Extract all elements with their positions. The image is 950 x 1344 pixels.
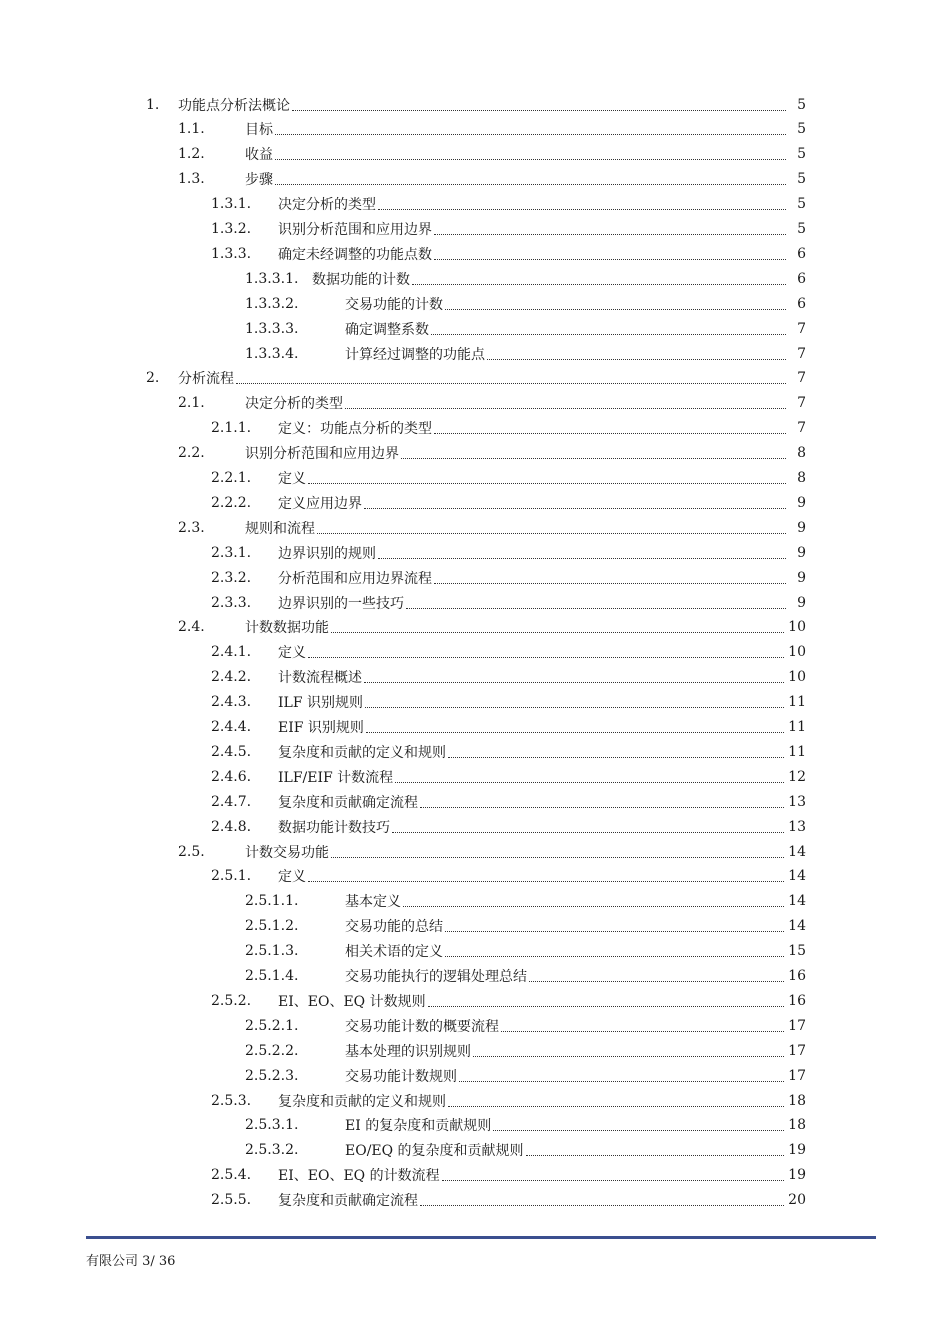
toc-entry-number: 2.5.2. xyxy=(211,992,252,1009)
toc-entry-number: 2.5.3.1. xyxy=(245,1117,299,1134)
toc-entry-title: 步骤 xyxy=(245,172,273,189)
toc-entry-page: 15 xyxy=(788,943,806,960)
toc-entry-title: 定义 xyxy=(278,645,306,662)
toc-entry-title: EI、EO、EQ 的计数流程 xyxy=(278,1168,440,1185)
toc-dot-leader xyxy=(275,158,786,160)
toc-entry-page: 14 xyxy=(788,918,806,935)
toc-entry-title: 边界识别的规则 xyxy=(278,545,376,562)
toc-entry-title: EO/EQ 的复杂度和贡献规则 xyxy=(345,1143,524,1160)
toc-entry-page: 18 xyxy=(788,1117,806,1134)
footer-text: 有限公司 3/ 36 xyxy=(86,1254,176,1269)
toc-entry-page: 17 xyxy=(788,1017,806,1034)
toc-entry-page: 5 xyxy=(797,221,806,237)
toc-entry[interactable] xyxy=(211,764,806,789)
toc-entry-title: 收益 xyxy=(245,147,273,164)
toc-entry[interactable] xyxy=(211,640,806,665)
toc-entry-title: 相关术语的定义 xyxy=(345,944,443,961)
toc-entry-title: 数据功能的计数 xyxy=(312,271,410,288)
toc-entry-number: 2.5.2.1. xyxy=(245,1017,299,1034)
toc-entry-title: 确定未经调整的功能点数 xyxy=(278,246,432,263)
toc-dot-leader xyxy=(428,1005,785,1007)
toc-entry[interactable] xyxy=(178,142,806,167)
toc-entry-number: 2.3.3. xyxy=(211,594,252,611)
toc-entry[interactable] xyxy=(245,1113,806,1138)
toc-dot-leader xyxy=(364,681,784,683)
toc-entry[interactable] xyxy=(211,565,806,590)
toc-entry-page: 7 xyxy=(797,370,806,387)
toc-entry-number: 2.3. xyxy=(178,519,205,536)
toc-entry-number: 2.5.1. xyxy=(211,868,252,885)
toc-entry-number: 2.4.5. xyxy=(211,743,252,760)
toc-entry-number: 2.4.6. xyxy=(211,768,252,785)
toc-dot-leader xyxy=(331,856,784,858)
toc-entry-title: 决定分析的类型 xyxy=(245,396,343,413)
toc-entry-number: 2.4.4. xyxy=(211,719,252,735)
toc-entry-page: 16 xyxy=(788,968,806,984)
toc-dot-leader xyxy=(448,756,784,758)
toc-dot-leader xyxy=(448,1105,784,1107)
toc-entry[interactable] xyxy=(245,1138,806,1163)
toc-entry-title: 决定分析的类型 xyxy=(278,197,376,214)
toc-entry-number: 2.5.1.3. xyxy=(245,943,299,960)
toc-entry-number: 1.3.3.3. xyxy=(245,320,299,337)
toc-entry-page: 18 xyxy=(788,1092,806,1109)
toc-entry-page: 17 xyxy=(788,1067,806,1084)
toc-dot-leader xyxy=(493,1129,784,1131)
toc-dot-leader xyxy=(236,382,786,384)
toc-entry-number: 2.5.5. xyxy=(211,1192,252,1209)
toc-entry-number: 1.3.1. xyxy=(211,196,252,213)
toc-dot-leader xyxy=(403,905,784,907)
toc-dot-leader xyxy=(420,1204,784,1206)
toc-entry[interactable] xyxy=(178,167,806,192)
toc-entry-page: 5 xyxy=(797,121,806,138)
toc-dot-leader xyxy=(292,109,786,111)
toc-entry[interactable] xyxy=(245,341,806,366)
toc-entry-title: 功能点分析法概论 xyxy=(178,97,290,114)
toc-entry-title: 计算经过调整的功能点 xyxy=(345,346,485,363)
toc-dot-leader xyxy=(412,283,786,285)
toc-entry-title: 复杂度和贡献的定义和规则 xyxy=(278,1093,446,1110)
toc-entry-number: 2.5. xyxy=(178,843,205,860)
toc-entry-page: 11 xyxy=(788,694,806,711)
toc-dot-leader xyxy=(331,631,784,633)
toc-entry-title: 复杂度和贡献确定流程 xyxy=(278,1193,418,1210)
toc-dot-leader xyxy=(308,656,784,658)
toc-entry[interactable] xyxy=(178,515,806,540)
toc-entry-title: 规则和流程 xyxy=(245,520,315,537)
toc-entry-title: 复杂度和贡献确定流程 xyxy=(278,794,418,811)
toc-entry-title: 数据功能计数技巧 xyxy=(278,819,390,836)
toc-dot-leader xyxy=(401,457,786,459)
toc-dot-leader xyxy=(442,1179,785,1181)
toc-entry-number: 2.1. xyxy=(178,395,205,412)
toc-entry-number: 2.3.1. xyxy=(211,544,252,561)
toc-entry-title: 定义应用边界 xyxy=(278,495,362,512)
toc-dot-leader xyxy=(431,333,786,335)
toc-entry-page: 14 xyxy=(788,868,806,885)
toc-entry-number: 1.3.3.1. xyxy=(245,270,299,287)
toc-entry-page: 5 xyxy=(797,96,806,113)
toc-entry-title: 计数流程概述 xyxy=(278,670,362,687)
toc-entry[interactable] xyxy=(245,316,806,341)
toc-entry-title: EI、EO、EQ 计数规则 xyxy=(278,993,426,1010)
footer-divider xyxy=(86,1236,876,1239)
toc-entry[interactable] xyxy=(178,441,806,466)
toc-entry-title: 复杂度和贡献的定义和规则 xyxy=(278,744,446,761)
toc-entry-title: 分析范围和应用边界流程 xyxy=(278,570,432,587)
toc-entry-number: 2.1.1. xyxy=(211,420,252,437)
toc-entry-title: ILF/EIF 计数流程 xyxy=(278,769,394,786)
toc-entry-title: EI 的复杂度和贡献规则 xyxy=(345,1118,492,1135)
toc-entry-page: 7 xyxy=(797,320,806,337)
toc-entry-number: 1.2. xyxy=(178,146,205,163)
toc-entry-page: 10 xyxy=(788,619,806,636)
toc-entry[interactable] xyxy=(178,615,806,640)
toc-entry[interactable] xyxy=(211,739,806,764)
toc-entry-number: 1.1. xyxy=(178,121,205,138)
toc-entry-number: 2.2.1. xyxy=(211,470,252,486)
toc-entry-title: 定义：功能点分析的类型 xyxy=(278,421,432,438)
toc-dot-leader xyxy=(434,582,786,584)
toc-entry[interactable] xyxy=(178,839,806,864)
toc-entry-page: 6 xyxy=(797,270,806,287)
toc-entry-page: 13 xyxy=(788,818,806,835)
toc-entry[interactable] xyxy=(245,939,806,964)
toc-entry[interactable] xyxy=(211,192,806,217)
toc-entry-page: 9 xyxy=(797,519,806,536)
toc-entry-title: 识别分析范围和应用边界 xyxy=(245,446,399,463)
toc-dot-leader xyxy=(275,183,786,185)
toc-entry[interactable] xyxy=(245,1013,806,1038)
toc-dot-leader xyxy=(501,1030,784,1032)
toc-entry-page: 19 xyxy=(788,1167,806,1184)
toc-dot-leader xyxy=(378,557,786,559)
toc-entry[interactable] xyxy=(211,715,806,740)
toc-dot-leader xyxy=(434,432,786,434)
toc-entry-number: 1.3. xyxy=(178,171,205,188)
toc-dot-leader xyxy=(345,407,786,409)
toc-entry-page: 5 xyxy=(797,146,806,163)
toc-entry-title: 定义 xyxy=(278,471,306,487)
toc-entry-page: 11 xyxy=(788,743,806,760)
toc-entry-title: 基本处理的识别规则 xyxy=(345,1043,471,1060)
toc-entry[interactable] xyxy=(211,1188,806,1213)
toc-entry-page: 9 xyxy=(797,494,806,511)
toc-dot-leader xyxy=(275,133,786,135)
toc-entry-page: 8 xyxy=(797,470,806,486)
toc-entry-page: 9 xyxy=(797,594,806,611)
toc-entry[interactable] xyxy=(245,1038,806,1063)
toc-entry-title: 交易功能的计数 xyxy=(345,296,443,313)
toc-entry-page: 17 xyxy=(788,1042,806,1059)
toc-entry-page: 7 xyxy=(797,345,806,362)
toc-entry[interactable] xyxy=(245,914,806,939)
toc-entry-number: 2.5.1.4. xyxy=(245,968,299,984)
toc-entry[interactable] xyxy=(211,1088,806,1113)
toc-entry-number: 2.4.7. xyxy=(211,793,252,810)
toc-entry[interactable] xyxy=(245,291,806,316)
toc-dot-leader xyxy=(434,233,786,235)
toc-entry-page: 16 xyxy=(788,992,806,1009)
toc-entry-page: 14 xyxy=(788,893,806,910)
toc-entry-page: 10 xyxy=(788,669,806,686)
toc-dot-leader xyxy=(365,706,784,708)
toc-entry[interactable] xyxy=(211,466,806,491)
toc-entry-title: 识别分析范围和应用边界 xyxy=(278,222,432,238)
toc-entry-page: 8 xyxy=(797,445,806,462)
toc-entry[interactable] xyxy=(211,690,806,715)
toc-entry-page: 9 xyxy=(797,569,806,586)
toc-dot-leader xyxy=(406,607,786,609)
toc-entry-number: 2.5.2.2. xyxy=(245,1042,299,1059)
toc-entry[interactable] xyxy=(245,964,806,989)
toc-entry-title: 基本定义 xyxy=(345,894,401,911)
toc-entry-number: 2.5.4. xyxy=(211,1167,252,1184)
toc-dot-leader xyxy=(392,831,784,833)
toc-entry-page: 11 xyxy=(788,719,806,735)
toc-entry-page: 10 xyxy=(788,644,806,661)
toc-entry[interactable] xyxy=(211,217,806,242)
toc-entry-number: 2.5.1.1. xyxy=(245,893,299,910)
toc-entry-page: 14 xyxy=(788,843,806,860)
toc-entry-number: 1.3.3.2. xyxy=(245,295,299,312)
toc-entry[interactable] xyxy=(146,366,806,391)
toc-entry-number: 2.4.8. xyxy=(211,818,252,835)
toc-dot-leader xyxy=(420,806,784,808)
toc-entry-page: 5 xyxy=(797,196,806,213)
toc-entry[interactable] xyxy=(211,864,806,889)
toc-entry[interactable] xyxy=(245,266,806,291)
toc-entry-page: 9 xyxy=(797,544,806,561)
toc-entry-title: 计数交易功能 xyxy=(245,844,329,861)
toc-entry-number: 2.5.2.3. xyxy=(245,1067,299,1084)
toc-entry-number: 2.5.3.2. xyxy=(245,1142,299,1159)
toc-entry-number: 1. xyxy=(146,96,160,113)
toc-entry-title: 交易功能的总结 xyxy=(345,919,443,936)
toc-entry[interactable] xyxy=(245,889,806,914)
toc-entry-title: 交易功能计数规则 xyxy=(345,1068,457,1085)
toc-entry-number: 1.3.3. xyxy=(211,245,252,262)
toc-dot-leader xyxy=(529,980,784,982)
toc-entry-number: 2.4.3. xyxy=(211,694,252,711)
toc-entry-title: 计数数据功能 xyxy=(245,620,329,637)
toc-dot-leader xyxy=(317,532,786,534)
toc-entry-page: 7 xyxy=(797,420,806,437)
toc-dot-leader xyxy=(487,358,786,360)
toc-dot-leader xyxy=(308,880,784,882)
toc-dot-leader xyxy=(459,1080,784,1082)
toc-entry-number: 2.5.1.2. xyxy=(245,918,299,935)
toc-entry-title: 定义 xyxy=(278,869,306,886)
toc-entry-page: 20 xyxy=(788,1192,806,1209)
toc-entry[interactable] xyxy=(178,391,806,416)
toc-dot-leader xyxy=(395,781,784,783)
toc-entry[interactable] xyxy=(178,117,806,142)
toc-dot-leader xyxy=(364,507,786,509)
toc-entry-title: 确定调整系数 xyxy=(345,321,429,338)
toc-entry[interactable] xyxy=(211,490,806,515)
toc-entry-page: 13 xyxy=(788,793,806,810)
toc-dot-leader xyxy=(366,731,784,733)
toc-entry-page: 7 xyxy=(797,395,806,412)
toc-entry-number: 2.5.3. xyxy=(211,1092,252,1109)
toc-entry-number: 2.2.2. xyxy=(211,494,252,511)
toc-entry[interactable] xyxy=(211,590,806,615)
toc-dot-leader xyxy=(473,1055,784,1057)
toc-entry-title: ILF 识别规则 xyxy=(278,695,363,712)
toc-entry-number: 2. xyxy=(146,370,160,387)
toc-entry-title: 边界识别的一些技巧 xyxy=(278,595,404,612)
toc-entry-number: 2.4. xyxy=(178,619,205,636)
toc-entry[interactable] xyxy=(211,814,806,839)
toc-entry[interactable] xyxy=(211,540,806,565)
toc-entry-title: EIF 识别规则 xyxy=(278,720,364,736)
toc-entry-title: 目标 xyxy=(245,122,273,139)
toc-entry[interactable] xyxy=(211,665,806,690)
toc-entry-page: 12 xyxy=(788,768,806,785)
toc-entry[interactable] xyxy=(211,1163,806,1188)
toc-entry[interactable] xyxy=(211,789,806,814)
toc-entry[interactable] xyxy=(211,988,806,1013)
toc-entry-page: 6 xyxy=(797,245,806,262)
toc-entry-page: 6 xyxy=(797,295,806,312)
toc-entry-page: 5 xyxy=(797,171,806,188)
toc-entry-number: 2.2. xyxy=(178,445,205,462)
toc-dot-leader xyxy=(378,208,786,210)
toc-entry[interactable] xyxy=(146,92,806,117)
toc-entry-title: 交易功能执行的逻辑处理总结 xyxy=(345,969,527,985)
toc-dot-leader xyxy=(445,308,786,310)
toc-entry-title: 分析流程 xyxy=(178,371,234,388)
toc-dot-leader xyxy=(445,955,784,957)
toc-entry-number: 1.3.3.4. xyxy=(245,345,299,362)
toc-dot-leader xyxy=(434,258,786,260)
toc-entry-number: 1.3.2. xyxy=(211,221,252,237)
toc-entry-page: 19 xyxy=(788,1142,806,1159)
toc-entry[interactable] xyxy=(211,416,806,441)
toc-entry-number: 2.3.2. xyxy=(211,569,252,586)
toc-entry-number: 2.4.2. xyxy=(211,669,252,686)
toc-dot-leader xyxy=(308,482,786,484)
toc-entry-title: 交易功能计数的概要流程 xyxy=(345,1018,499,1035)
toc-entry[interactable] xyxy=(245,1063,806,1088)
toc-entry-number: 2.4.1. xyxy=(211,644,252,661)
toc-dot-leader xyxy=(445,930,784,932)
toc-dot-leader xyxy=(526,1154,785,1156)
toc-entry[interactable] xyxy=(211,241,806,266)
